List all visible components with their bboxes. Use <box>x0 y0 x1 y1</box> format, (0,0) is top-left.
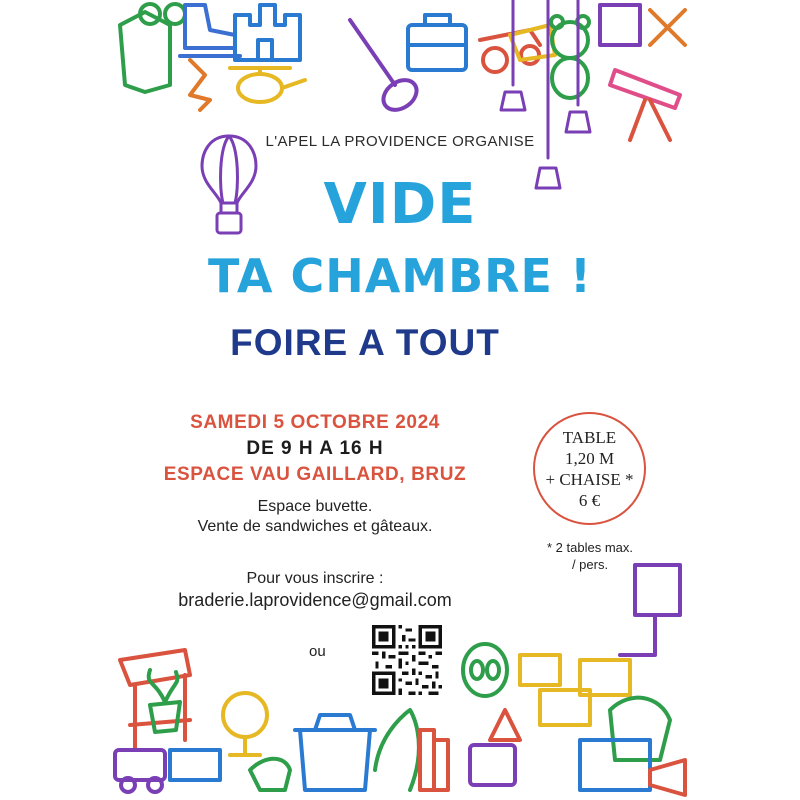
hanging-lamp-icon <box>493 0 593 200</box>
title-line-2: TA CHAMBRE ! <box>208 249 592 303</box>
event-place: ESPACE VAU GAILLARD, BRUZ <box>163 464 467 485</box>
organiser-line: L'APEL LA PROVIDENCE ORGANISE <box>265 133 535 150</box>
refreshments-line-1: Espace buvette. <box>257 498 373 515</box>
price-note-line-1: * 2 tables max. <box>547 540 633 555</box>
price-note-line-2: / pers. <box>571 557 609 572</box>
subtitle: FOIRE A TOUT <box>230 322 500 363</box>
price-note <box>520 539 660 573</box>
qr-code-icon[interactable] <box>372 625 442 695</box>
title-line-1: VIDE <box>323 172 477 237</box>
event-hours: DE 9 H A 16 H <box>246 438 384 459</box>
signup-email[interactable]: braderie.laprovidence@gmail.com <box>178 590 452 610</box>
toys-top-border-icon <box>110 0 690 150</box>
or-label: ou <box>309 643 326 660</box>
signup-line: Pour vous inscrire : <box>246 570 384 587</box>
price-line-4: 6 € <box>578 490 601 510</box>
event-date: SAMEDI 5 OCTOBRE 2024 <box>190 412 440 433</box>
price-line-3: + CHAISE * <box>545 469 634 489</box>
price-line-1: TABLE <box>562 427 617 447</box>
price-line-2: 1,20 M <box>564 448 615 468</box>
price-badge <box>533 412 646 525</box>
refreshments-line-2: Vente de sandwiches et gâteaux. <box>197 518 433 535</box>
